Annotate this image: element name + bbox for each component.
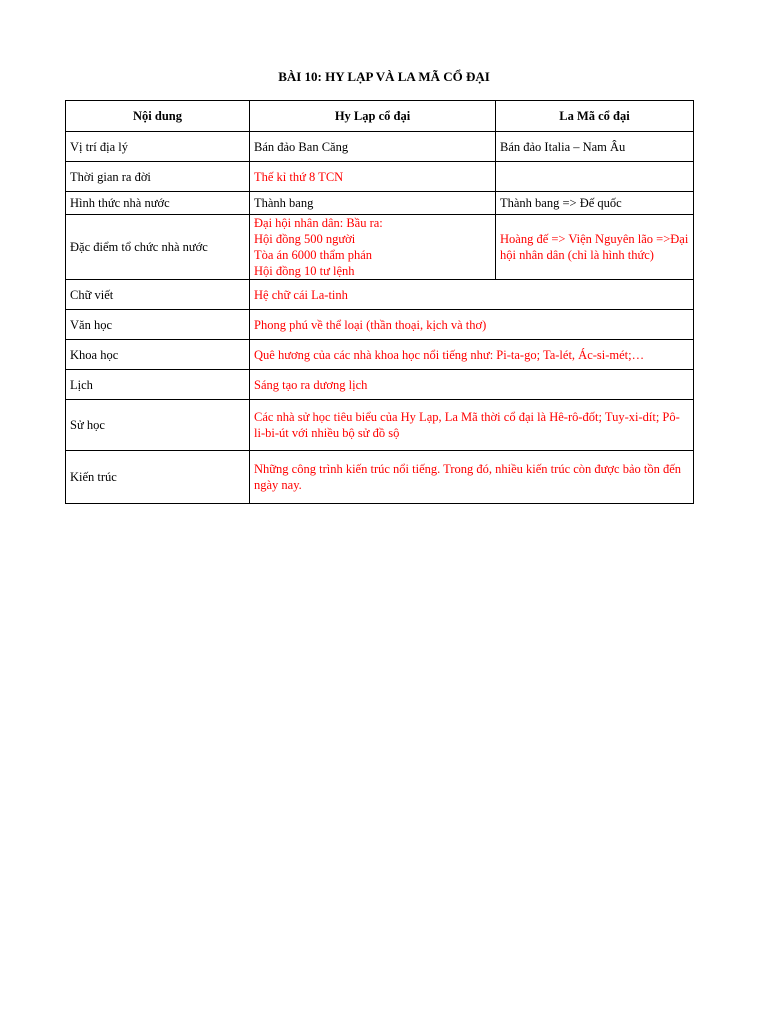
table-row (66, 340, 694, 370)
greece-line: Hội đồng 500 người (254, 232, 356, 246)
row-topic: Thời gian ra đời (66, 162, 250, 192)
comparison-table (65, 100, 694, 504)
table-row (66, 162, 694, 192)
row-topic: Lịch (66, 370, 250, 400)
greece-cell: Thế kỉ thứ 8 TCN (250, 162, 496, 192)
row-topic: Hình thức nhà nước (66, 192, 250, 215)
greece-line: Hội đồng 10 tư lệnh (254, 264, 355, 278)
greece-cell: Bán đảo Ban Căng (250, 132, 496, 162)
header-greece: Hy Lạp cổ đại (250, 101, 496, 132)
shared-cell: Các nhà sử học tiêu biểu của Hy Lạp, La Mã thời cổ đại là Hê-rô-đốt; Tuy-xi-dít; Pô-li-bi-út với nhiều bộ sử đồ sộ (250, 400, 694, 451)
table-row (66, 215, 694, 280)
greece-cell (250, 215, 496, 280)
row-topic: Sử học (66, 400, 250, 451)
table-row (66, 400, 694, 451)
row-topic: Vị trí địa lý (66, 132, 250, 162)
shared-cell: Những công trình kiến trúc nổi tiếng. Trong đó, nhiều kiến trúc còn được bảo tồn đến ngày nay. (250, 451, 694, 504)
rome-cell: Bán đảo Italia – Nam Âu (496, 132, 694, 162)
page-title: BÀI 10: HY LẠP VÀ LA MÃ CỔ ĐẠI (278, 69, 490, 84)
greece-cell: Thành bang (250, 192, 496, 215)
table-row (66, 192, 694, 215)
shared-cell: Sáng tạo ra dương lịch (250, 370, 694, 400)
table-row (66, 310, 694, 340)
rome-cell (496, 162, 694, 192)
shared-cell: Hệ chữ cái La-tinh (250, 280, 694, 310)
row-topic: Chữ viết (66, 280, 250, 310)
header-rome: La Mã cổ đại (496, 101, 694, 132)
greece-line: Tòa án 6000 thẩm phán (254, 248, 373, 262)
row-topic: Đặc điểm tổ chức nhà nước (66, 215, 250, 280)
rome-cell: Hoàng đế => Viện Nguyên lão =>Đại hội nhân dân (chỉ là hình thức) (496, 215, 694, 280)
row-topic: Kiến trúc (66, 451, 250, 504)
row-topic: Khoa học (66, 340, 250, 370)
row-topic: Văn học (66, 310, 250, 340)
rome-cell: Thành bang => Đế quốc (496, 192, 694, 215)
table-header-row (66, 101, 694, 132)
table-row (66, 370, 694, 400)
greece-line: Đại hội nhân dân: Bầu ra: (254, 216, 383, 230)
shared-cell: Phong phú về thể loại (thần thoại, kịch và thơ) (250, 310, 694, 340)
table-row (66, 280, 694, 310)
table-row (66, 451, 694, 504)
table-row (66, 132, 694, 162)
shared-cell: Quê hương của các nhà khoa học nổi tiếng như: Pi-ta-go; Ta-lét, Ác-si-mét;… (250, 340, 694, 370)
header-content: Nội dung (66, 101, 250, 132)
